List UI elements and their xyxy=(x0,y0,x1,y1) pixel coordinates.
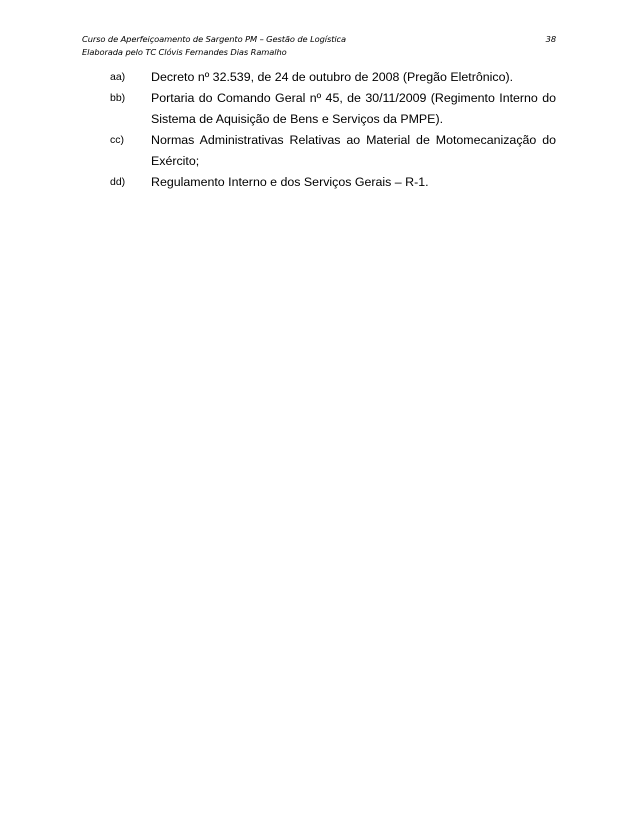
header-course-title: Curso de Aperfeiçoamento de Sargento PM – Gestão de Logística xyxy=(82,34,346,44)
list-item-marker: bb) xyxy=(110,92,126,104)
list-item-marker: cc) xyxy=(110,134,124,146)
list-item xyxy=(82,67,556,88)
header-author: Elaborada pelo TC Clóvis Fernandes Dias Ramalho xyxy=(82,46,287,57)
list-item-marker: aa) xyxy=(110,71,126,83)
list-item-text: Portaria do Comando Geral nº 45, de 30/11/2009 (Regimento Interno do Sistema de Aquisição de Bens e Serviços da PMPE). xyxy=(151,91,556,126)
list-item xyxy=(82,88,556,130)
reference-list xyxy=(82,67,556,193)
list-item-marker: dd) xyxy=(110,176,126,188)
list-item xyxy=(82,130,556,172)
page-number: 38 xyxy=(545,34,556,44)
list-item-text: Decreto nº 32.539, de 24 de outubro de 2008 (Pregão Eletrônico). xyxy=(151,70,514,84)
list-item-text: Regulamento Interno e dos Serviços Gerais – R-1. xyxy=(151,175,429,189)
list-item-text: Normas Administrativas Relativas ao Material de Motomecanização do Exército; xyxy=(151,133,556,168)
page-header xyxy=(82,33,558,58)
list-item xyxy=(82,172,556,193)
